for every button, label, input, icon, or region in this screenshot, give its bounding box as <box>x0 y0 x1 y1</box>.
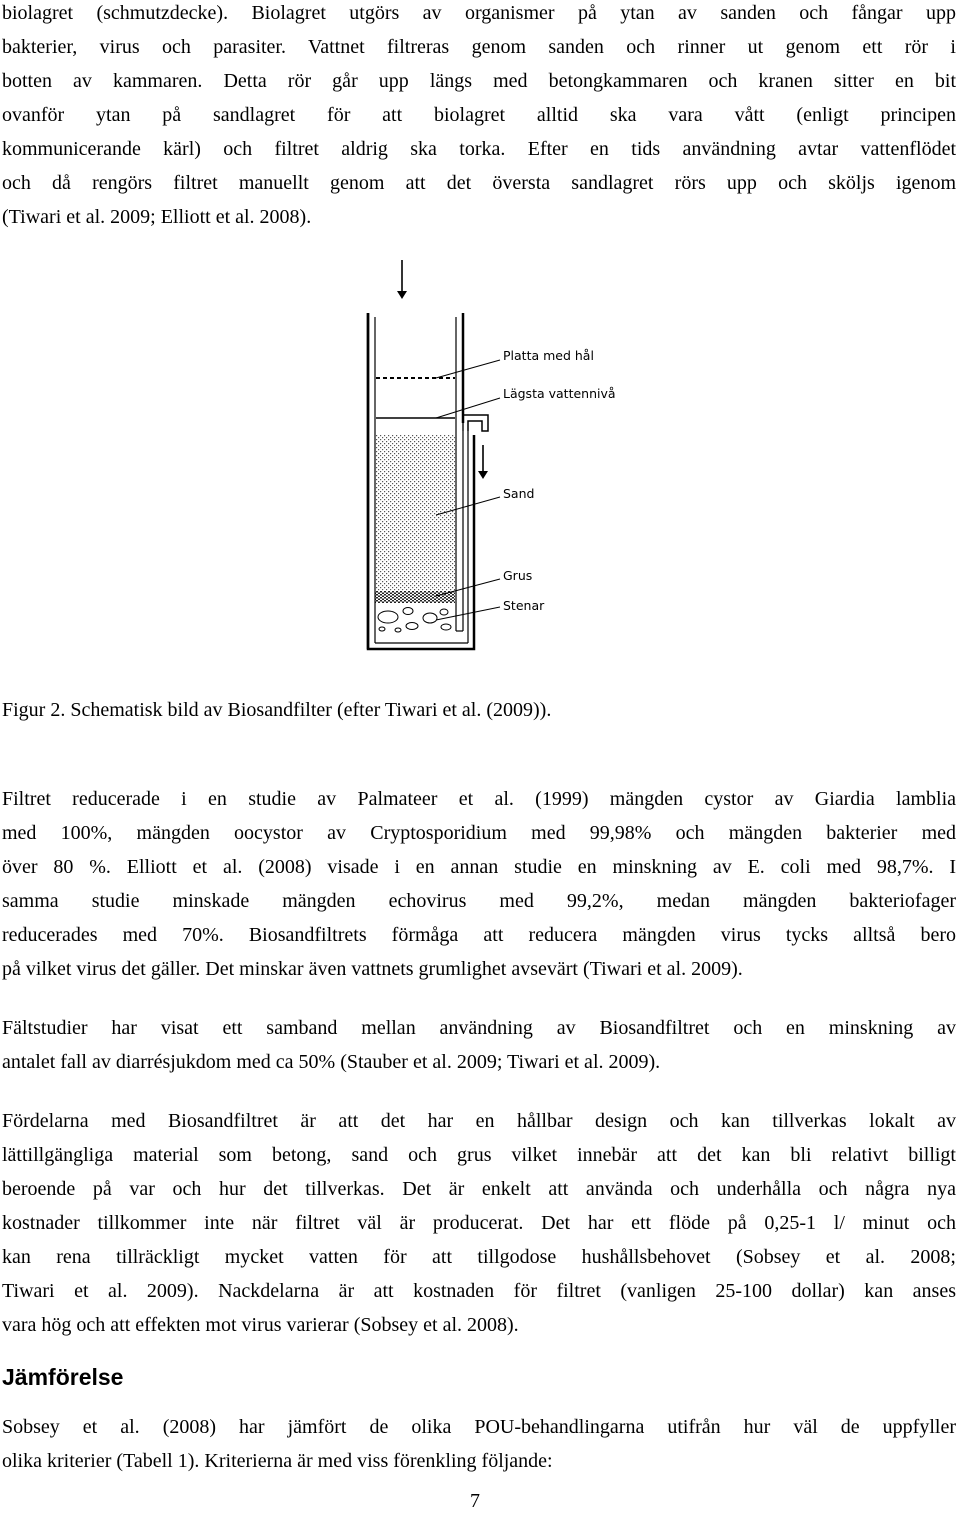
text-line: beroende på var och hur det tillverkas. Det är enkelt att använda och underhålla och några nya <box>2 1178 956 1200</box>
page-number: 7 <box>470 1490 480 1512</box>
paragraph-1 <box>2 0 956 234</box>
label-stones: Stenar <box>503 598 545 613</box>
text-line: kan rena tillräckligt mycket vatten för att tillgodose hushållsbehovet (Sobsey et al. 2008; <box>2 1246 956 1268</box>
figure-caption: Figur 2. Schematisk bild av Biosandfilter (efter Tiwari et al. (2009)). <box>2 699 552 721</box>
text-line: olika kriterier (Tabell 1). Kriterierna är med viss förenkling följande: <box>2 1450 553 1472</box>
section-heading: Jämförelse <box>2 1364 124 1390</box>
paragraph-4 <box>2 1104 956 1342</box>
paragraph-2 <box>2 782 956 986</box>
label-min-water: Lägsta vattennivå <box>503 386 616 401</box>
paragraph-3 <box>2 1011 956 1079</box>
text-line: samma studie minskade mängden echovirus med 99,2%, medan mängden bakteriofager <box>2 890 956 912</box>
outlet-arrowhead <box>478 471 488 479</box>
inlet-arrowhead <box>397 291 407 299</box>
text-line: lättillgängliga material som betong, sand och grus vilket innebär att det kan bli relativt billigt <box>2 1144 956 1166</box>
text-line: på vilket virus det gäller. Det minskar även vattnets grumlighet avsevärt (Tiwari et al. 2009). <box>2 958 743 980</box>
biosand-filter-svg <box>340 255 660 655</box>
text-line: kommunicerande kärl) och filtret aldrig ska torka. Efter en tids användning avtar vattenflödet <box>2 138 956 160</box>
text-line: Filtret reducerade i en studie av Palmateer et al. (1999) mängden cystor av Giardia lamblia <box>2 788 956 810</box>
text-line: Tiwari et al. 2009). Nackdelarna är att kostnaden för filtret (vanligen 25-100 dollar) kan anses <box>2 1280 956 1302</box>
biosand-filter-diagram <box>340 255 660 655</box>
text-line: Fältstudier har visat ett samband mellan användning av Biosandfiltret och en minskning av <box>2 1017 956 1039</box>
text-line: kostnader tillkommer inte när filtret väl är producerat. Det har ett flöde på 0,25-1 l/ minut och <box>2 1212 956 1234</box>
paragraph-5 <box>2 1410 956 1478</box>
text-line: reducerades med 70%. Biosandfiltrets förmåga att reducera mängden virus tycks alltså bero <box>2 924 956 946</box>
text-line: med 100%, mängden oocystor av Cryptosporidium med 99,98% och mängden bakterier med <box>2 822 956 844</box>
outlet-spout <box>463 415 488 431</box>
text-line: över 80 %. Elliott et al. (2008) visade i en annan studie en minskning av E. coli med 98,7%. I <box>2 856 956 878</box>
text-line: antalet fall av diarrésjukdom med ca 50% (Stauber et al. 2009; Tiwari et al. 2009). <box>2 1051 661 1073</box>
text-line: och då rengörs filtret manuellt genom att det översta sandlagret rörs upp och sköljs igenom <box>2 172 956 194</box>
label-plate: Platta med hål <box>503 348 594 363</box>
label-gravel: Grus <box>503 568 533 583</box>
text-line: botten av kammaren. Detta rör går upp längs med betongkammaren och kranen sitter en bit <box>2 70 956 92</box>
text-line: Sobsey et al. (2008) har jämfört de olika POU-behandlingarna utifrån hur väl de uppfyller <box>2 1416 956 1438</box>
text-line: Fördelarna med Biosandfiltret är att det har en hållbar design och kan tillverkas lokalt av <box>2 1110 956 1132</box>
stones-layer <box>378 608 451 633</box>
label-sand: Sand <box>503 486 535 501</box>
text-line: (Tiwari et al. 2009; Elliott et al. 2008). <box>2 206 312 228</box>
text-line: ovanför ytan på sandlagret för att biolagret alltid ska vara vått (enligt principen <box>2 104 956 126</box>
gravel-layer <box>375 591 455 603</box>
text-line: vara hög och att effekten mot virus varierar (Sobsey et al. 2008). <box>2 1314 519 1336</box>
text-line: bakterier, virus och parasiter. Vattnet filtreras genom sanden och rinner ut genom ett rör i <box>2 36 956 58</box>
text-line: biolagret (schmutzdecke). Biolagret utgörs av organismer på ytan av sanden och fångar upp <box>2 2 956 24</box>
